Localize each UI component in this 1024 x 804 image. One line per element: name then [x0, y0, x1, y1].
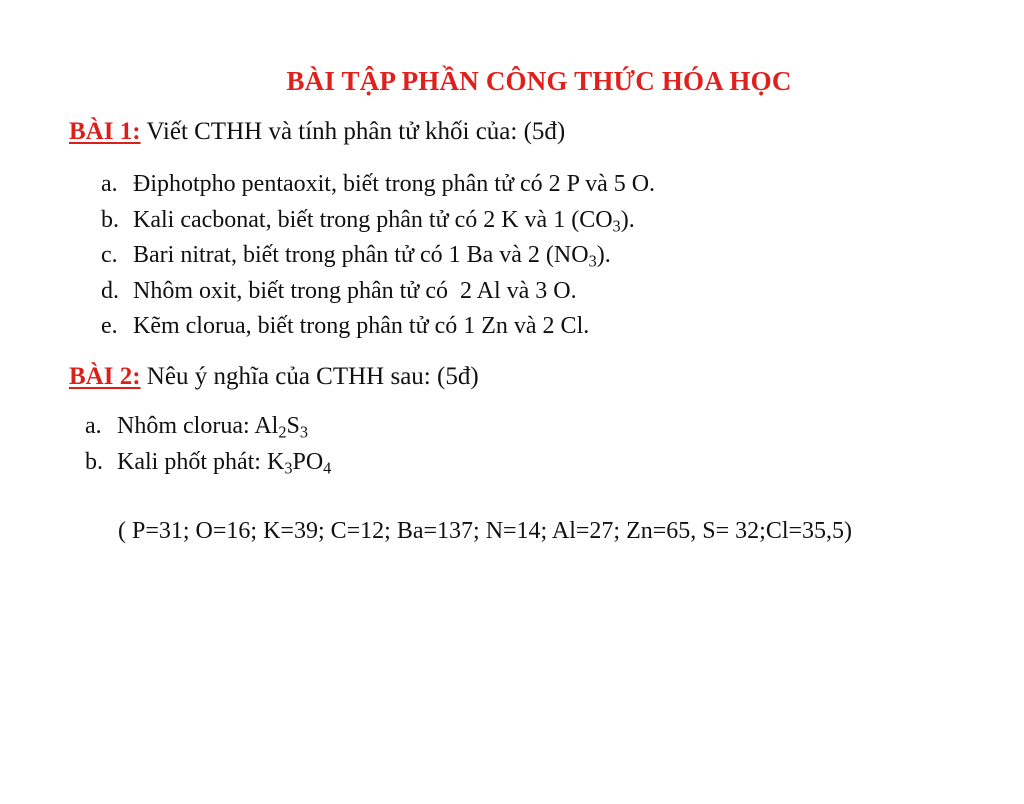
item-text: Kali cacbonat, biết trong phân tử có 2 K và 1 (CO — [133, 207, 613, 233]
list-item — [101, 171, 655, 198]
item-marker: b. — [101, 207, 119, 233]
list-item — [101, 207, 635, 234]
item-marker: a. — [101, 171, 118, 197]
list-item — [85, 449, 331, 476]
item-text: Nhôm oxit, biết trong phân tử có 2 Al và 3 O. — [133, 278, 577, 304]
exercise-2-label: BÀI 2: — [69, 363, 141, 390]
item-marker: e. — [101, 313, 118, 339]
list-item — [85, 413, 308, 440]
exercise-1-heading — [69, 118, 565, 146]
item-text: Kali phốt phát: — [117, 449, 267, 475]
list-item — [101, 278, 577, 305]
subscript: 2 — [278, 422, 287, 442]
formula-part: PO — [292, 449, 324, 475]
item-text: Kẽm clorua, biết trong phân tử có 1 Zn và 2 Cl. — [133, 313, 590, 339]
formula-part: Al — [254, 413, 279, 439]
item-text-end: ). — [596, 242, 611, 268]
page-title: BÀI TẬP PHẦN CÔNG THỨC HÓA HỌC — [286, 66, 792, 96]
item-marker: d. — [101, 278, 119, 304]
item-marker: c. — [101, 242, 118, 268]
item-marker: b. — [85, 449, 103, 475]
item-text: Điphotpho pentaoxit, biết trong phân tử có 2 P và 5 O. — [133, 171, 656, 197]
atomic-masses-note: ( P=31; O=16; K=39; C=12; Ba=137; N=14; Al=27; Zn=65, S= 32;Cl=35,5) — [118, 518, 853, 544]
list-item — [101, 242, 611, 269]
subscript: 4 — [323, 458, 332, 478]
item-text-end: ). — [620, 207, 635, 233]
subscript: 3 — [299, 422, 308, 442]
item-text: Bari nitrat, biết trong phân tử có 1 Ba và 2 (NO — [133, 242, 589, 268]
subscript: 3 — [284, 458, 293, 478]
exercise-1-prompt: Viết CTHH và tính phân tử khối của: (5đ) — [140, 118, 566, 145]
list-item — [101, 313, 589, 340]
item-marker: a. — [85, 413, 102, 439]
subscript: 3 — [588, 251, 597, 271]
exercise-2-heading — [69, 363, 479, 391]
exercise-1-label: BÀI 1: — [69, 118, 141, 145]
item-text: Nhôm clorua: — [117, 413, 255, 439]
subscript: 3 — [612, 216, 621, 236]
exercise-2-prompt: Nêu ý nghĩa của CTHH sau: (5đ) — [140, 363, 479, 390]
formula-part: S — [286, 413, 300, 439]
formula-part: K — [266, 449, 285, 475]
